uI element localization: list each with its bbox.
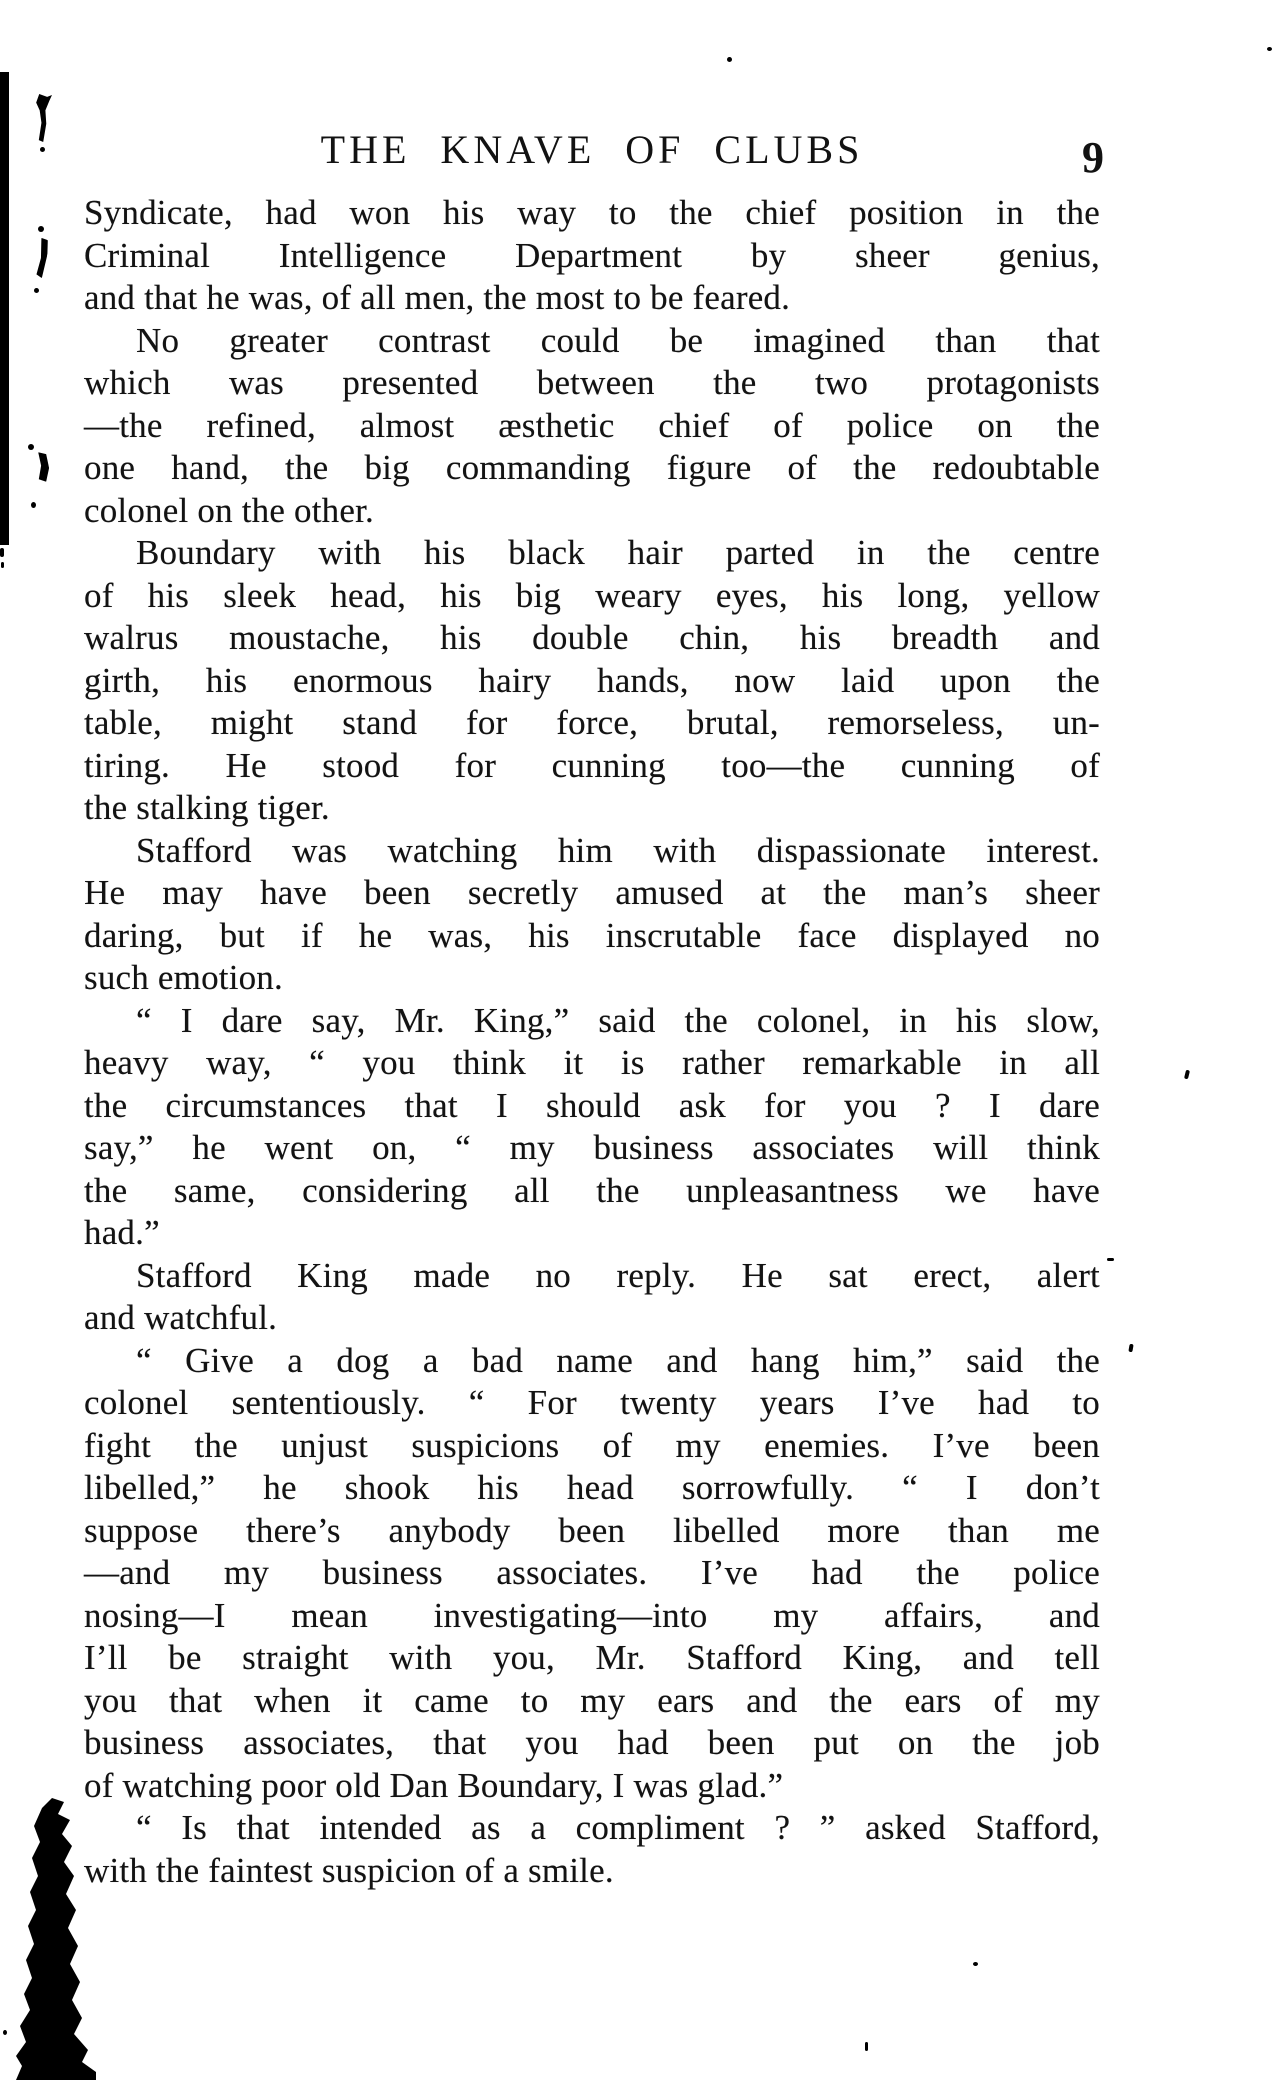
text-line: colonel sententiously. “ For twenty years I’ve had to: [84, 1383, 1100, 1422]
margin-ink-speck: [31, 502, 36, 508]
text-line: heavy way, “ you think it is rather remarkable in all: [84, 1043, 1100, 1082]
paragraph: [84, 1255, 1100, 1340]
text-line: daring, but if he was, his inscrutable face displayed no: [84, 915, 1100, 955]
paragraph: [84, 320, 1100, 533]
paragraph: [84, 1340, 1100, 1808]
ink-speck: [973, 1962, 978, 1966]
text-line: business associates, that you had been put on the job: [84, 1723, 1100, 1762]
ink-speck: [1267, 47, 1272, 51]
ink-speck: [1184, 1070, 1190, 1080]
text-line: table, might stand for force, brutal, remorseless, un-: [84, 703, 1100, 742]
margin-ink-mark: [34, 238, 49, 279]
text-line: Criminal Intelligence Department by sheer genius,: [84, 235, 1100, 275]
ink-speck: [3, 2030, 7, 2035]
paragraph: [84, 830, 1100, 1000]
text-line: Stafford was watching him with dispassionate interest.: [136, 830, 1100, 870]
text-line: —the refined, almost æsthetic chief of police on the: [84, 405, 1100, 445]
text-line: of his sleek head, his big weary eyes, his long, yellow: [84, 575, 1100, 615]
text-line: libelled,” he shook his head sorrowfully. “ I don’t: [84, 1468, 1100, 1507]
text-line: Boundary with his black hair parted in the centre: [136, 533, 1100, 572]
text-line: say,” he went on, “ my business associates will think: [84, 1128, 1100, 1167]
paragraph: [84, 1000, 1100, 1255]
ink-speck: [1128, 1344, 1133, 1353]
text-line: with the faintest suspicion of a smile.: [84, 1850, 614, 1890]
text-line: colonel on the other.: [84, 490, 374, 530]
text-line: fight the unjust suspicions of my enemies. I’ve been: [84, 1425, 1100, 1465]
text-line: the same, considering all the unpleasantness we have: [84, 1170, 1100, 1210]
text-line: suppose there’s anybody been libelled more than me: [84, 1510, 1100, 1550]
text-line: nosing—I mean investigating—into my affairs, and: [84, 1595, 1100, 1635]
paragraph: [84, 1807, 1100, 1892]
ink-speck: [865, 2042, 868, 2051]
scan-edge-speck-artifact: [1, 562, 4, 568]
paragraph: [84, 192, 1100, 320]
margin-ink-mark: [35, 452, 50, 483]
text-line: such emotion.: [84, 958, 283, 997]
text-line: of watching poor old Dan Boundary, I was glad.”: [84, 1765, 784, 1805]
text-line: I’ll be straight with you, Mr. Stafford King, and tell: [84, 1638, 1100, 1677]
margin-ink-speck: [40, 147, 45, 152]
text-line: and that he was, of all men, the most to be feared.: [84, 278, 791, 317]
text-line: had.”: [84, 1213, 160, 1252]
text-line: Stafford King made no reply. He sat erect, alert: [136, 1255, 1100, 1295]
text-line: walrus moustache, his double chin, his breadth and: [84, 618, 1100, 657]
margin-ink-speck: [38, 226, 44, 232]
text-line: girth, his enormous hairy hands, now laid upon the: [84, 660, 1100, 700]
text-line: “ Give a dog a bad name and hang him,” said the: [136, 1340, 1100, 1380]
scan-edge-strip-artifact: [0, 72, 9, 545]
ink-speck: [1107, 1258, 1114, 1261]
page-number: 9: [1082, 133, 1104, 182]
text-line: “ I dare say, Mr. King,” said the colonel, in his slow,: [136, 1000, 1100, 1040]
page-title: THE KNAVE OF CLUBS: [320, 127, 864, 172]
margin-ink-mark: [30, 94, 52, 142]
scan-edge-speck-artifact: [0, 548, 4, 557]
text-line: tiring. He stood for cunning too—the cunning of: [84, 745, 1100, 785]
text-line: which was presented between the two protagonists: [84, 363, 1100, 402]
text-line: —and my business associates. I’ve had the police: [84, 1553, 1100, 1592]
margin-ink-speck: [34, 288, 39, 293]
text-line: the stalking tiger.: [84, 788, 330, 827]
text-line: Syndicate, had won his way to the chief position in the: [84, 193, 1100, 232]
text-line: the circumstances that I should ask for you ? I dare: [84, 1085, 1100, 1125]
paragraph: [84, 532, 1100, 830]
margin-ink-speck: [28, 444, 34, 450]
text-line: and watchful.: [84, 1298, 278, 1337]
text-line: one hand, the big commanding figure of the redoubtable: [84, 448, 1100, 487]
text-line: you that when it came to my ears and the ears of my: [84, 1680, 1100, 1720]
text-line: He may have been secretly amused at the man’s sheer: [84, 873, 1100, 912]
ink-speck: [727, 57, 732, 62]
text-line: “ Is that intended as a compliment ? ” asked Stafford,: [136, 1808, 1100, 1847]
text-line: No greater contrast could be imagined than that: [136, 320, 1100, 360]
ink-smudge-artifact: [12, 1798, 96, 2080]
text-column: [84, 192, 1100, 1892]
